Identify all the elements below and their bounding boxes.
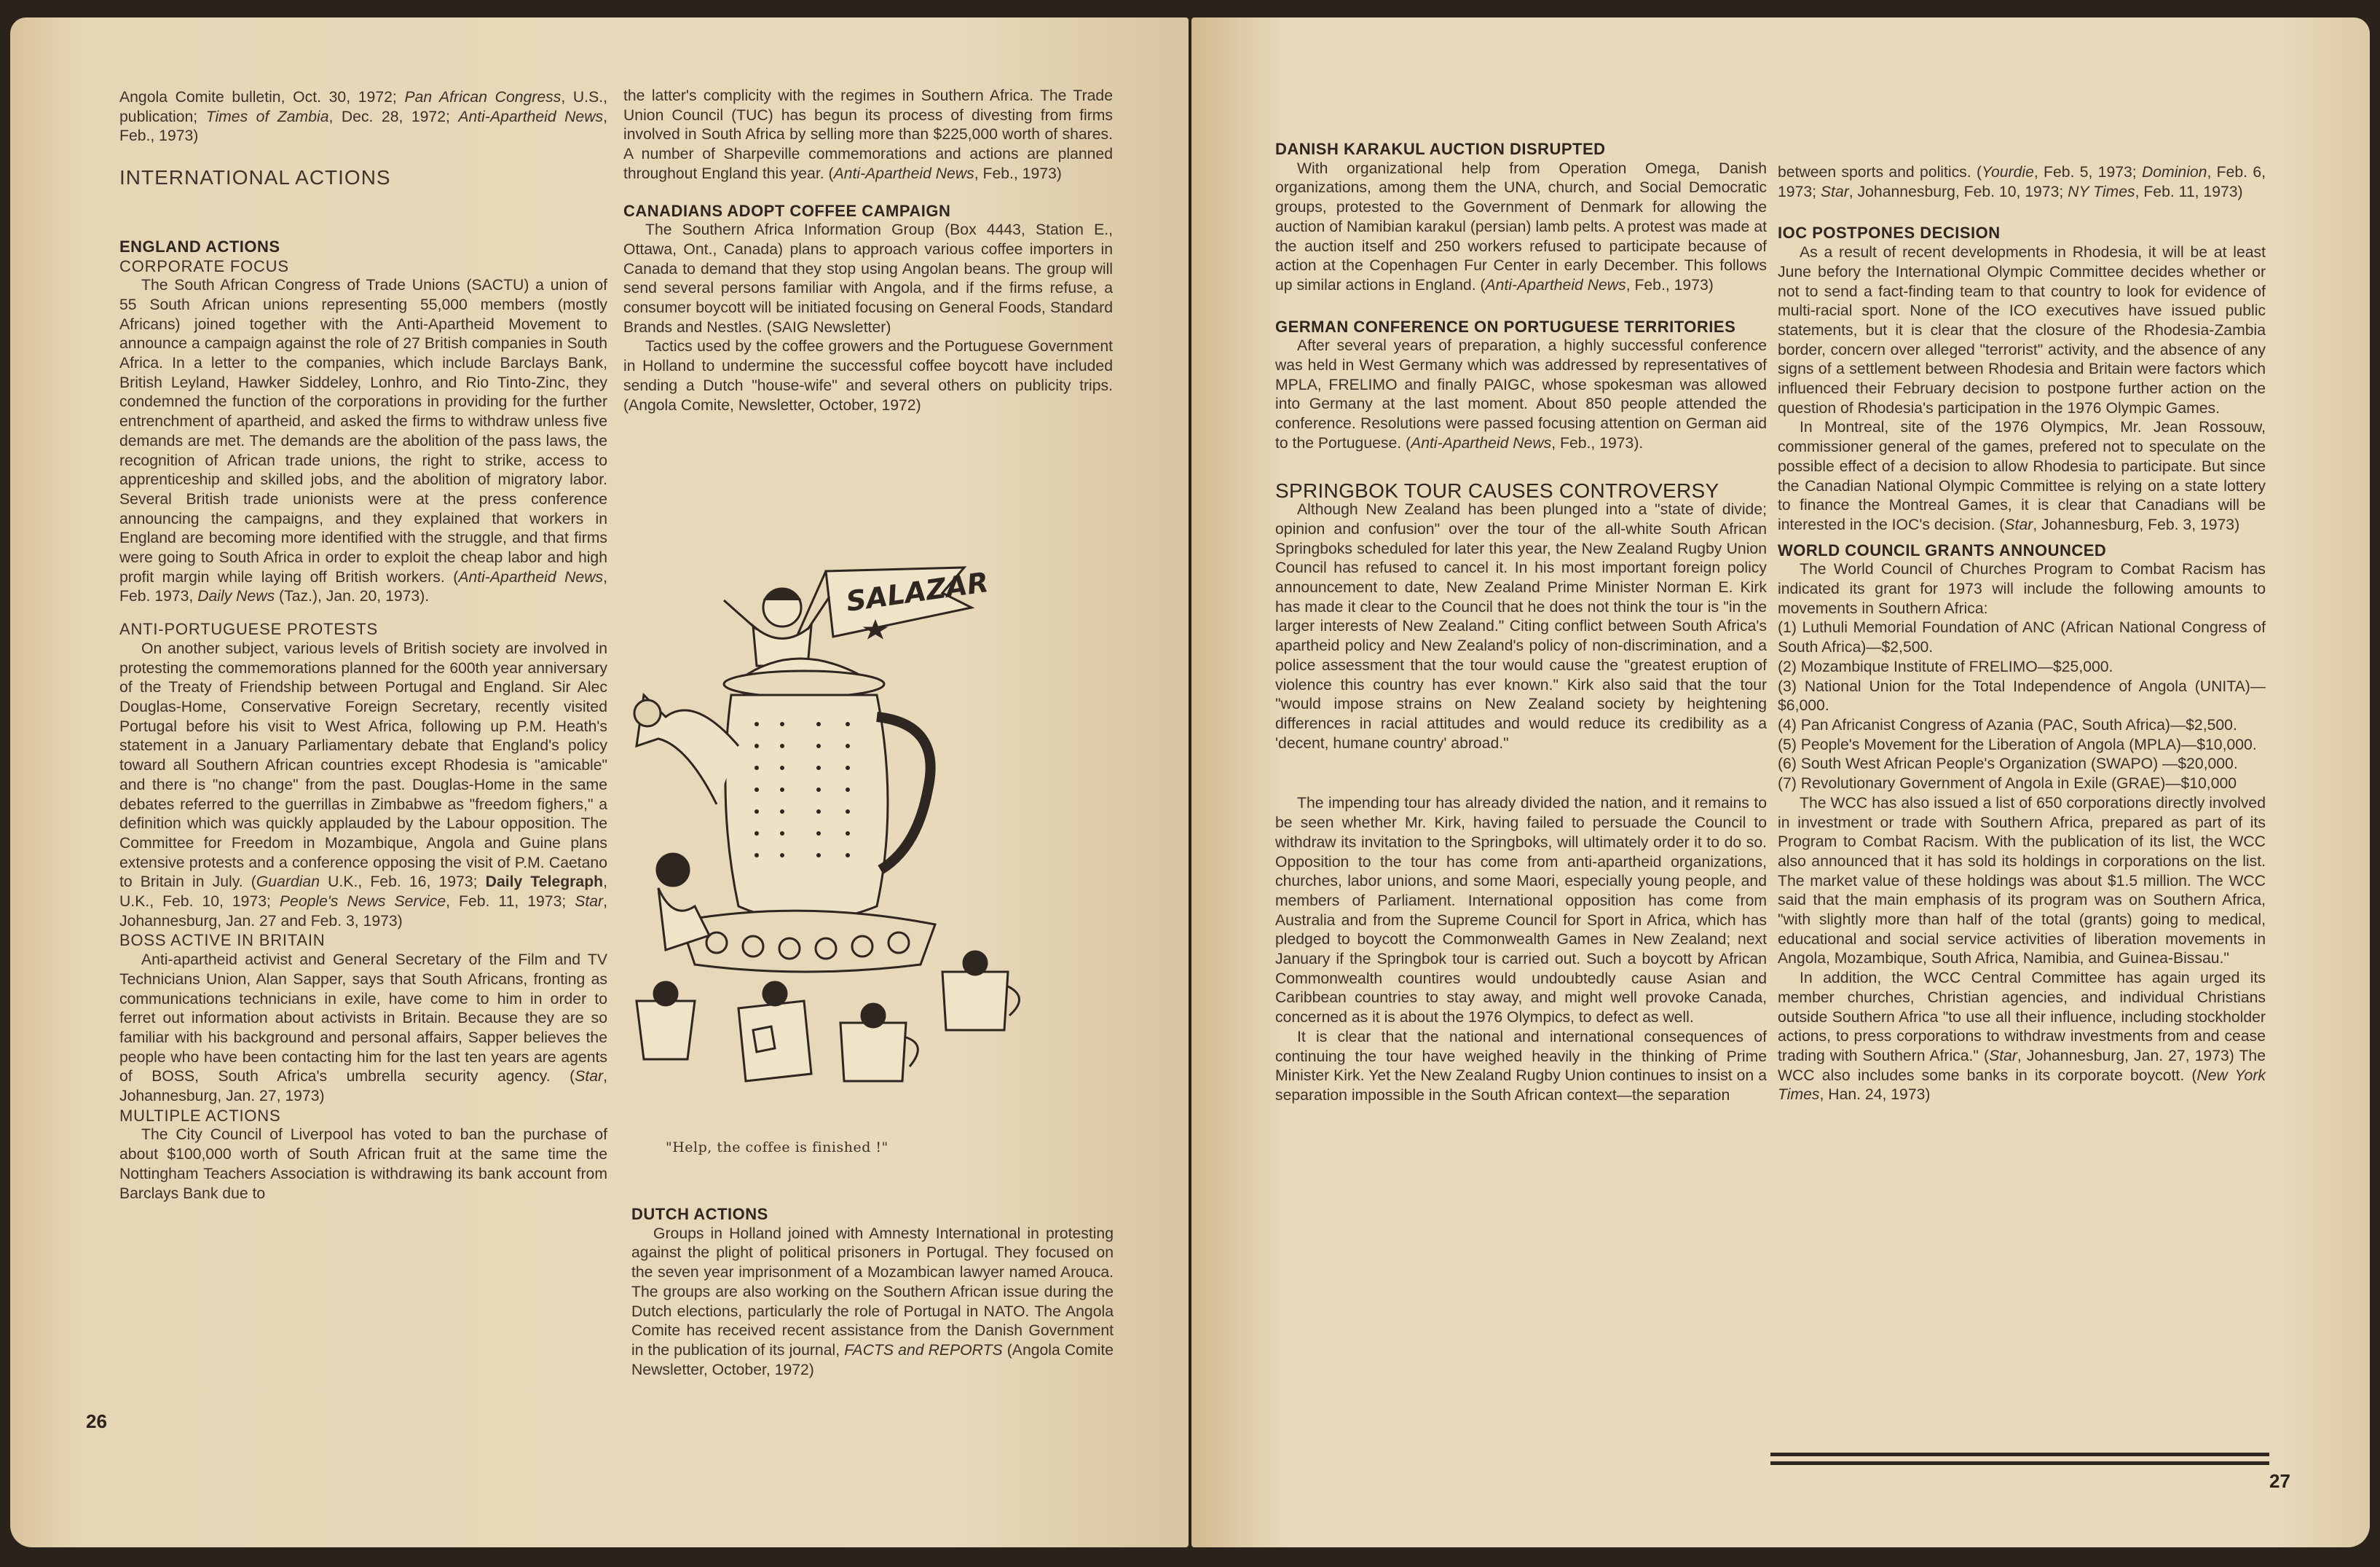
text-segment: (Angola Comite Newsletter, October, 1972) bbox=[631, 1341, 1114, 1378]
section-title: INTERNATIONAL ACTIONS bbox=[119, 166, 391, 189]
text-segment: Yourdie bbox=[1982, 164, 2034, 181]
cup-figure-3 bbox=[862, 1004, 885, 1027]
text-segment: , Feb., 1973). bbox=[1551, 434, 1644, 452]
corporate-paragraph: The South African Congress of Trade Unions (SACTU) a union of 55 South African unions representing 55,000 members (mostly Africans) joined together with the Anti-Apartheid Movement to announce a campaign against the role of 27 British companies in South Africa. In a letter to the companies, which include Barclays Bank, British Leyland, Hawker Siddeley, Lonhro, and Rio Tinto-Zinc, they condemned the function of the corporations in providing for the further entrenchment of apartheid, and asked the firms to withdraw unless five demands are met. The demands are the abolition of the pass laws, the recognition of African trade unions, the right to strike, access to apprenticeship and skilled jobs, and the abolition of migratory labor. Several British trade unionists were at the press conference announcing the campaigns, and they explained that workers in England are becoming more identified with the struggle, and that firms were going to South Africa in order to exploit the cheap labor and high profit margin while laying off British workers. (Anti-Apartheid News, Feb. 1973, Daily News (Taz.), Jan. 20, 1973). bbox=[119, 277, 608, 605]
text-segment: Angola Comite bulletin, Oct. 30, 1972; bbox=[119, 89, 405, 106]
text-segment: Daily News bbox=[197, 588, 275, 605]
text-segment: Daily Telegraph bbox=[485, 873, 604, 891]
left-column-2 bbox=[623, 87, 1113, 415]
text-segment: ( bbox=[1995, 516, 2005, 533]
springbok-heading: SPRINGBOK TOUR CAUSES CONTROVERSY bbox=[1275, 479, 1719, 502]
bottom-rule-1 bbox=[1770, 1453, 2269, 1456]
text-segment: Anti-Apartheid News bbox=[1485, 276, 1626, 294]
pot-body bbox=[725, 695, 888, 921]
tank-base bbox=[680, 911, 935, 972]
multiple-heading: MULTIPLE ACTIONS bbox=[119, 1106, 281, 1125]
cartoon-caption: "Help, the coffee is finished !" bbox=[666, 1139, 888, 1155]
right-column-2 bbox=[1778, 163, 2266, 1105]
text-segment: Groups in Holland joined with Amnesty International in protesting against the plight of political prisoners in Portugal. They focused on the seven year imprisonment of a Mozambican lawyer named Arouca. The groups are also working on the Southern African issue during the Dutch elections, particularly the role of Portugal in NATO. The Angola Comite has received recent assistance from the Danish Government in the publication of its journal, bbox=[631, 1225, 1114, 1359]
text-segment: Star bbox=[2004, 516, 2033, 533]
continuation-paragraph: the latter's complicity with the regimes in Southern Africa. The Trade Union Council (TUC) has begun its process of divesting from firms involved in South Africa by selling more than $225,000 worth of shares. A number of Sharpeville commemorations and actions are planned throughout England this year. (Anti-Apartheid News, Feb., 1973) bbox=[623, 87, 1113, 182]
continuation-paragraph: between sports and politics. (Yourdie, Feb. 5, 1973; Dominion, Feb. 6, 1973; Star, Johannesburg, Feb. 10, 1973; NY Times, Feb. 11, 1973) bbox=[1778, 164, 2266, 200]
left-page bbox=[10, 17, 1189, 1547]
ioc-paragraph-2: In Montreal, site of the 1976 Olympics, Mr. Jean Rossouw, commissioner general of the games, prefered not to speculate on the possible effect of a decision to allow Rhodesia to participate. But since the Canadian National Olympic Committee is relying on a state lottery to finance the Montreal Games, it is clear that Canadians will be interested in the IOC's decision. (Star, Johannesburg, Feb. 3, 1973) bbox=[1778, 419, 2266, 533]
antiport-heading: ANTI-PORTUGUESE PROTESTS bbox=[119, 620, 378, 639]
wcc-grant-item: (3) National Union for the Total Independence of Angola (UNITA)—$6,000. bbox=[1778, 678, 2266, 715]
boss-paragraph: Anti-apartheid activist and General Secretary of the Film and TV Technicians Union, Alan Sapper, says that South Africans, fronting as communications technicians in exile, have come to him in order to ferret out information about activists in Britain. Because they are so familiar with his background and personal affairs, Sapper believes the people who have been contacting him for the last ten years are agents of BOSS, South Africa's umbrella security agency. (Star, Johannesburg, Jan. 27, 1973) bbox=[119, 951, 607, 1105]
text-segment: ( bbox=[1978, 1047, 1990, 1064]
wcc-grant-item: (6) South West African People's Organization (SWAPO) —$20,000. bbox=[1778, 755, 2238, 773]
dutch-heading: DUTCH ACTIONS bbox=[631, 1205, 768, 1223]
text-segment: Star bbox=[1989, 1047, 2017, 1064]
danish-heading: DANISH KARAKUL AUCTION DISRUPTED bbox=[1275, 140, 1606, 158]
text-segment: ( bbox=[243, 873, 256, 891]
text-segment: Anti-Apartheid News bbox=[458, 568, 604, 586]
ioc-paragraph-1: As a result of recent developments in Rhodesia, it will be at least June befory the International Olympic Committee decides whether or not to send a fact-finding team to that country to look for evidence of multi-racial sport. None of the ICO executives have issued public statements, but it is clear that the closure of the Rhodesia-Zambia border, concern over alleged "terrorist" activity, and the absence of any signs of a settlement between Rhodesia and Britain were factors which influenced their February decision to postpone further action on the question of Rhodesia's participation in the 1976 Olympic Games. bbox=[1778, 244, 2266, 417]
england-heading: ENGLAND ACTIONS bbox=[119, 237, 280, 256]
text-segment: NY Times bbox=[2068, 183, 2135, 200]
text-segment: ( bbox=[444, 568, 459, 586]
text-segment: Dominion bbox=[2141, 164, 2207, 181]
cup-4-handle bbox=[1008, 986, 1020, 1016]
page-number-right: 27 bbox=[2269, 1470, 2290, 1492]
page-number-left: 26 bbox=[86, 1410, 107, 1432]
text-segment: , Johannesburg, Jan. 27, 1973) bbox=[119, 1068, 607, 1105]
dutch-paragraph bbox=[631, 1225, 1114, 1381]
text-segment: Anti-Apartheid News bbox=[458, 108, 604, 125]
ioc-heading: IOC POSTPONES DECISION bbox=[1778, 224, 2001, 243]
cup-3-handle bbox=[906, 1037, 918, 1067]
springbok-paragraph-1: Although New Zealand has been plunged into a "state of divide; opinion and confusion" over the tour of the all-white South African Springboks scheduled for later this year, the New Zealand Rugby Union Council has refused to cancel it. In his most important foreign policy announcement to date, New Zealand Prime Minister Norman E. Kirk has made it clear to the Council that he does not think the tour is "in the larger interests of New Zealand." Citing conflict between South Africa's apartheid policy and New Zealand's policy of non-discrimination, and a police assessment that the tour would cause the "greatest eruption of violence this country has ever known." Kirk also said that the tour "would impose strains on New Zealand society by heightening differences in racial attitudes and would reduce its credibility as a 'decent, humane country' abroad." bbox=[1275, 501, 1767, 752]
text-segment: , Johannesburg, Feb. 3, 1973) bbox=[2033, 516, 2240, 533]
cup-figure-2 bbox=[763, 982, 787, 1005]
cup-figure-4 bbox=[964, 951, 987, 975]
cup-figure-1 bbox=[654, 982, 677, 1005]
text-segment: Star bbox=[575, 1068, 604, 1085]
intro-citation bbox=[119, 88, 607, 146]
text-segment: Times of Zambia bbox=[205, 108, 329, 125]
text-segment: ( bbox=[1475, 276, 1486, 294]
text-segment: , Feb., 1973) bbox=[119, 108, 607, 145]
text-segment: (Taz.), Jan. 20, 1973). bbox=[275, 588, 430, 605]
text-segment: Star bbox=[1820, 183, 1849, 200]
cup-4 bbox=[942, 972, 1008, 1030]
canada-paragraph-1: The Southern Africa Information Group (Box 4443, Station E., Ottawa, Ont., Canada) plans to approach various coffee importers in Canada to demand that they stop using Angolan beans. The group will send several persons familiar with Angola, and if the firms refuse, a consumer boycott will be initiated focusing on General Foods, Standard Brands and Nestles. (SAIG Newsletter) bbox=[623, 221, 1113, 336]
wcc-heading: WORLD COUNCIL GRANTS ANNOUNCED bbox=[1778, 541, 2107, 559]
wcc-grant-item: (7) Revolutionary Government of Angola in Exile (GRAE)—$10,000 bbox=[1778, 775, 2237, 793]
text-segment: Star bbox=[575, 893, 604, 911]
soldier-head bbox=[657, 854, 689, 886]
corporate-heading: CORPORATE FOCUS bbox=[119, 256, 289, 275]
danish-paragraph: With organizational help from Operation Omega, Danish organizations, among them the UNA, church, and Social Democratic groups, protested to the Government of Denmark for allowing the auction of Namibian karakul (persian) lamb pelts. A protest was made at the auction itself and 250 workers refused to participate because of action at the Copenhagen Fur Center in early December. This follows up similar actions in England. (Anti-Apartheid News, Feb., 1973) bbox=[1275, 160, 1767, 294]
text-segment: , Dec. 28, 1972; bbox=[328, 108, 459, 125]
text-segment: FACTS and REPORTS bbox=[844, 1341, 1003, 1359]
canada-paragraph-2: Tactics used by the coffee growers and the Portuguese Government in Holland to undermine the successful coffee boycott have included sending a Dutch "house-wife" and several others on publicity trips. (Angola Comite, Newsletter, October, 1972) bbox=[623, 338, 1113, 414]
antiport-paragraph: On another subject, various levels of British society are involved in protesting the commemorations planned for the 600th year anniversary of the Treaty of Friendship between Portugal and England. Sir Alec Douglas-Home, Conservative Foreign Secretary, recently visited Portugal before his visit to West Africa, following up P.M. Heath's statement in a January Parliamentary debate that England's policy toward all Southern African countries except Rhodesia is "amicable" and there is "no change" from the past. Douglas-Home in the same debates referred to the guerrillas in Zimbabwe as "freedom fighers," a definition which was quickly applauded by the Labour opposition. The Committee for Freedom in Mozambique, Angola and Guine plans extensive protests and a conference opposing the visit of P.M. Caetano to Britain in July. (Guardian U.K., Feb. 16, 1973; Daily Telegraph, U.K., Feb. 10, 1973; People's News Service, Feb. 11, 1973; Star, Johannesburg, Jan. 27 and Feb. 3, 1973) bbox=[119, 640, 607, 930]
text-segment: , Johannesburg, Feb. 10, 1973; bbox=[1848, 183, 2068, 200]
text-segment: ( bbox=[1971, 164, 1982, 181]
spout-mouth bbox=[634, 700, 661, 726]
cup-2 bbox=[738, 1001, 811, 1081]
text-segment: Pan African Congress bbox=[404, 89, 561, 106]
german-paragraph: After several years of preparation, a highly successful conference was held in West Germany which was addressed by representatives of MPLA, FRELIMO and finally PAIGC, whose spokesman was allowed into Germany at the last moment. About 850 people attended the conference. Resolutions were passed focusing attention on German aid to the Portuguese. (Anti-Apartheid News, Feb., 1973). bbox=[1275, 337, 1767, 452]
wcc-grants-list bbox=[1778, 618, 2266, 793]
text-segment: , Feb., 1973) bbox=[1626, 276, 1714, 294]
german-heading: GERMAN CONFERENCE ON PORTUGUESE TERRITORIES bbox=[1275, 317, 1736, 336]
text-segment: , Feb. 11, 1973; bbox=[446, 893, 575, 911]
boss-heading: BOSS ACTIVE IN BRITAIN bbox=[119, 931, 326, 950]
bottom-rule-2 bbox=[1770, 1461, 2269, 1465]
left-column-1 bbox=[119, 88, 607, 1203]
wcc-grant-item: (2) Mozambique Institute of FRELIMO—$25,000. bbox=[1778, 658, 2113, 675]
canada-heading: CANADIANS ADOPT COFFEE CAMPAIGN bbox=[623, 201, 951, 220]
text-segment: ( bbox=[550, 1068, 575, 1085]
coffee-pot-cartoon bbox=[629, 527, 1154, 1132]
figure-helmet bbox=[764, 589, 800, 600]
wcc-grant-item: (5) People's Movement for the Liberation of Angola (MPLA)—$10,000. bbox=[1778, 736, 2257, 753]
text-segment: , Feb. 6, 1973; bbox=[1778, 164, 2266, 200]
text-segment: , Feb., 1973) bbox=[974, 165, 1062, 182]
wcc-intro: The World Council of Churches Program to Combat Racism has indicated its grant for 1973 will include the following amounts to movements in Southern Africa: bbox=[1778, 561, 2266, 617]
text-segment: , U.S., publication; bbox=[119, 89, 607, 125]
right-page bbox=[1191, 17, 2370, 1547]
text-segment: ( bbox=[1401, 434, 1411, 452]
text-segment: , Johannesburg, Jan. 27 and Feb. 3, 1973) bbox=[119, 893, 607, 930]
cup-3 bbox=[840, 1023, 906, 1081]
text-segment: Anti-Apartheid News bbox=[833, 165, 974, 182]
springbok-paragraph-3: It is clear that the national and international consequences of continuing the tour have weighed heavily in the thinking of Prime Minister Kirk. Yet the New Zealand Rugby Union continues to insist on a separation impossible in the South African context—the separation bbox=[1275, 1028, 1767, 1104]
wcc-grant-item: (1) Luthuli Memorial Foundation of ANC (African National Congress of South Africa)—$2,500. bbox=[1778, 619, 2266, 656]
text-segment: , Feb. 5, 1973; bbox=[2033, 164, 2142, 181]
text-segment: , Feb. 11, 1973) bbox=[2135, 183, 2243, 200]
text-segment: , U.K., Feb. 10, 1973; bbox=[119, 873, 607, 911]
text-segment: People's News Service bbox=[279, 893, 446, 911]
pot-rim bbox=[724, 671, 884, 697]
wcc-paragraph-3: In addition, the WCC Central Committee has again urged its member churches, Christian agencies, and individual Christians outside Southern Africa "to use all their influence, including stockholder actions, to press corporations to withdraw investments from and cease trading with Southern Africa." (Star, Johannesburg, Jan. 27, 1973) The WCC also includes some banks in its corporate boycott. (New York Times, Han. 24, 1973) bbox=[1778, 970, 2266, 1104]
text-segment: , Feb. 1973, bbox=[119, 568, 608, 605]
text-segment: Anti-Apartheid News bbox=[1411, 434, 1552, 452]
cup-1 bbox=[637, 1001, 695, 1059]
flag-text: SALAZAR bbox=[844, 565, 990, 618]
wcc-paragraph-2: The WCC has also issued a list of 650 corporations directly involved in investment or trade with Southern Africa, prepared as part of its Program to Combat Racism. With the publication of its list, the WCC also announced that it has sold its holdings in corporations on the list. The market value of these holdings was about $1.5 million. The WCC said that the main emphasis of its program was on Southern Africa, "with slightly more than half of the total (grants) going to medical, educational and social service activities of liberation movements in Angola, Mozambique, South Africa, Namibia, and Guinea-Bissau." bbox=[1778, 794, 2266, 967]
text-segment: ( bbox=[824, 165, 834, 182]
text-segment: Guardian bbox=[256, 873, 320, 891]
right-column-1 bbox=[1275, 140, 1767, 1106]
left-column-2-bottom bbox=[631, 1205, 1114, 1380]
text-segment: New York Times bbox=[1778, 1067, 2266, 1104]
text-segment: , Han. 24, 1973) bbox=[1819, 1086, 1931, 1104]
text-segment: , Johannesburg, Jan. 27, 1973) The WCC also includes some banks in its corporate boycott. ( bbox=[1778, 1047, 2266, 1084]
multiple-paragraph: The City Council of Liverpool has voted to ban the purchase of about $100,000 worth of South African fruit at the same time the Nottingham Teachers Association is withdrawing its bank account from Barclays Bank due to bbox=[119, 1126, 607, 1202]
text-segment: U.K., Feb. 16, 1973; bbox=[320, 873, 486, 891]
springbok-paragraph-2: The impending tour has already divided the nation, and it remains to be seen whether Mr. Kirk, having failed to persuade the Council to withdraw its invitation to the Springboks, will ultimately order it to do so. Opposition to the tour has come from anti-apartheid organizations, churches, labor unions, and some Maori, especially young people, and members of Parliament. International opposition has come from Australia and from the Supreme Council for Sport in Africa, which has pledged to boycott the Commonwealth Games in New Zealand; next January if the Springbok tour is carried out. Such a boycott by African Commonwealth countires would undoubtedly cause Asian and Caribbean countries to stay away, and might well provoke Canada, concerned as it is about the 1976 Olympics, to defect as well. bbox=[1275, 795, 1767, 1026]
wcc-grant-item: (4) Pan Africanist Congress of Azania (PAC, South Africa)—$2,500. bbox=[1778, 716, 2237, 734]
